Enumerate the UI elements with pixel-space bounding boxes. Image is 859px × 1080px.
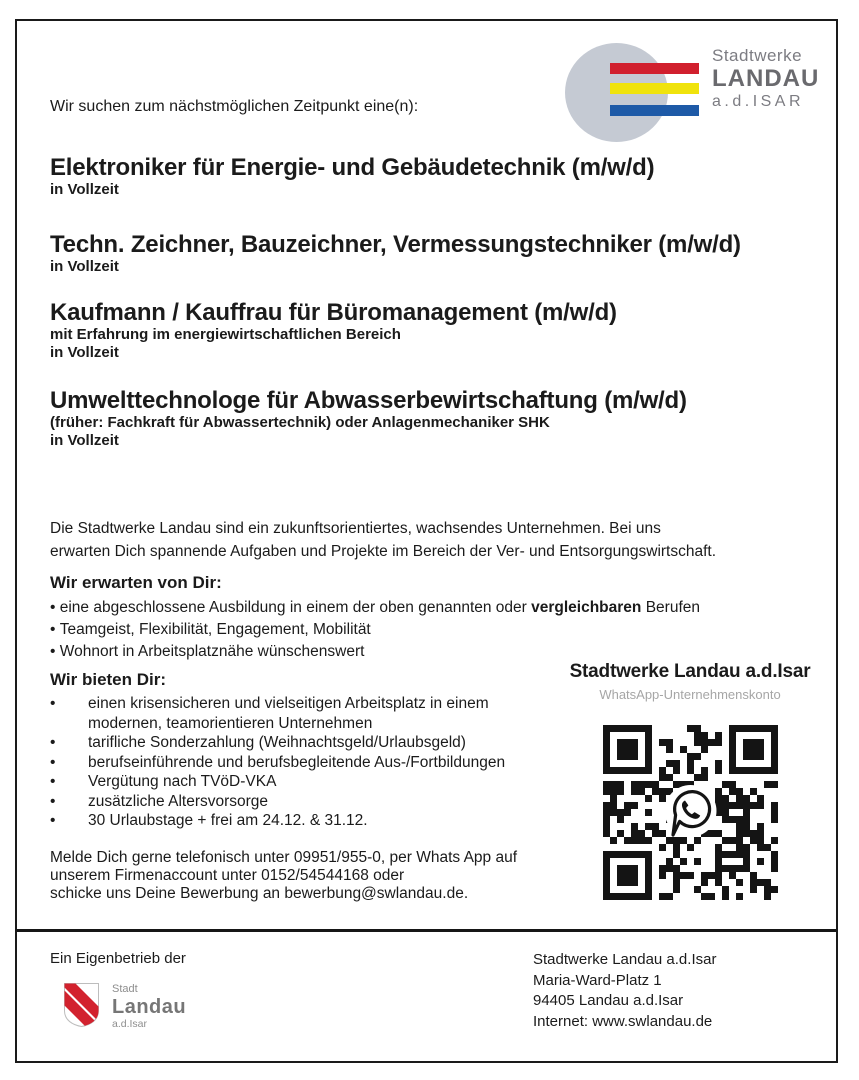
job-title: Umwelttechnologe für Abwasserbewirtschaftung (m/w/d) xyxy=(50,387,687,414)
list-item xyxy=(50,733,555,753)
job-subline: (früher: Fachkraft für Abwassertechnik) oder Anlagenmechaniker SHK xyxy=(50,414,550,431)
contact-line: schicke uns Deine Bewerbung an bewerbung@swlandau.de. xyxy=(50,884,469,902)
qr-heading: Stadtwerke Landau a.d.Isar xyxy=(569,661,811,682)
eigenbetrieb-label: Ein Eigenbetrieb der xyxy=(50,950,186,967)
address-block xyxy=(533,950,716,1032)
stadt-landau-logo xyxy=(63,982,186,1030)
city-line-isar: a.d.Isar xyxy=(112,1018,148,1030)
landau-coat-of-arms xyxy=(63,982,100,1028)
contact-line: Melde Dich gerne telefonisch unter 09951/955-0, per Whats App auf xyxy=(50,848,518,866)
whatsapp-icon xyxy=(664,785,716,837)
job-title: Techn. Zeichner, Bauzeichner, Vermessungstechniker (m/w/d) xyxy=(50,231,741,258)
list-item xyxy=(50,641,806,663)
logo-line-stadtwerke: Stadtwerke xyxy=(712,46,803,65)
company-description xyxy=(50,517,806,563)
offer-column xyxy=(50,670,555,903)
item-text: zusätzliche Altersvorsorge xyxy=(88,792,269,810)
contact-line: unserem Firmenaccount unter 0152/54544168 oder xyxy=(50,866,405,884)
list-item xyxy=(50,811,555,831)
address-line: Internet: www.swlandau.de xyxy=(533,1012,713,1030)
job-ad-document xyxy=(15,19,838,1063)
city-line-stadt: Stadt xyxy=(112,983,138,995)
logo-line-isar: a.d.ISAR xyxy=(712,93,805,110)
job-subline: in Vollzeit xyxy=(50,432,119,449)
bullet xyxy=(50,694,88,733)
contact-paragraph xyxy=(50,849,555,903)
offer-list xyxy=(50,694,555,831)
company-description-line: Die Stadtwerke Landau sind ein zukunftsorientiertes, wachsendes Unternehmen. Bei uns xyxy=(50,520,661,537)
job-entry xyxy=(50,155,806,199)
address-line: Maria-Ward-Platz 1 xyxy=(533,971,662,989)
company-description-line: erwarten Dich spannende Aufgaben und Projekte im Bereich der Ver- und Entsorgungswirtschaft. xyxy=(50,543,717,560)
expect-list xyxy=(50,597,806,663)
offer-and-qr-row xyxy=(50,661,811,903)
list-item xyxy=(50,597,806,619)
job-subline: in Vollzeit xyxy=(50,344,119,361)
job-entry xyxy=(50,300,806,362)
address-line: 94405 Landau a.d.Isar xyxy=(533,992,684,1009)
expect-heading: Wir erwarten von Dir: xyxy=(50,573,222,592)
address-line: Stadtwerke Landau a.d.Isar xyxy=(533,951,717,968)
list-item xyxy=(50,772,555,792)
bullet xyxy=(50,792,88,812)
list-item xyxy=(50,619,806,641)
job-entry xyxy=(50,232,806,276)
item-text: tarifliche Sonderzahlung (Weihnachtsgeld/Urlaubsgeld) xyxy=(88,734,466,751)
whatsapp-qr-block xyxy=(566,661,814,905)
city-line-landau: Landau xyxy=(112,996,187,1018)
job-subline: mit Erfahrung im energiewirtschaftlichen Bereich xyxy=(50,326,401,343)
document-body xyxy=(17,21,836,929)
bullet xyxy=(50,811,88,831)
offer-heading: Wir bieten Dir: xyxy=(50,670,167,689)
document-header xyxy=(50,21,820,155)
logo-stripe-blue xyxy=(610,105,699,116)
item-text: Vergütung nach TVöD-VKA xyxy=(88,773,277,790)
logo-line-landau: LANDAU xyxy=(712,65,820,92)
logo-stripe-yellow xyxy=(610,83,699,94)
item-text: Wohnort in Arbeitsplatznähe wünschenswert xyxy=(59,643,365,660)
item-text: einen krisensicheren und vielseitigen Arbeitsplatz in einem modernen, teamorientieren Unternehmen xyxy=(88,695,489,732)
stadt-landau-logo-text xyxy=(112,984,186,1030)
whatsapp-qr-code xyxy=(603,725,778,900)
item-text: 30 Urlaubstage + frei am 24.12. & 31.12. xyxy=(88,812,368,829)
logo-stripe-red xyxy=(610,63,699,74)
job-entry xyxy=(50,388,806,450)
stadtwerke-logo-text xyxy=(712,47,819,110)
job-subline: in Vollzeit xyxy=(50,258,119,275)
item-text: Berufen xyxy=(641,599,701,616)
job-title: Kaufmann / Kauffrau für Büromanagement (m/w/d) xyxy=(50,299,617,326)
list-item xyxy=(50,694,555,733)
qr-subheading: WhatsApp-Unternehmenskonto xyxy=(599,687,781,702)
list-item xyxy=(50,792,555,812)
bullet xyxy=(50,772,88,792)
bullet xyxy=(50,753,88,773)
list-item xyxy=(50,753,555,773)
intro-line: Wir suchen zum nächstmöglichen Zeitpunkt eine(n): xyxy=(50,98,419,115)
item-text-bold: vergleichbaren xyxy=(531,599,642,616)
bullet xyxy=(50,733,88,753)
item-text: Teamgeist, Flexibilität, Engagement, Mobilität xyxy=(59,621,371,638)
document-footer xyxy=(17,929,836,1061)
job-title: Elektroniker für Energie- und Gebäudetechnik (m/w/d) xyxy=(50,154,655,181)
item-text: berufseinführende und berufsbegleitende Aus-/Fortbildungen xyxy=(88,753,506,771)
item-text: eine abgeschlossene Ausbildung in einem der oben genannten oder xyxy=(59,599,532,616)
job-subline: in Vollzeit xyxy=(50,181,119,198)
